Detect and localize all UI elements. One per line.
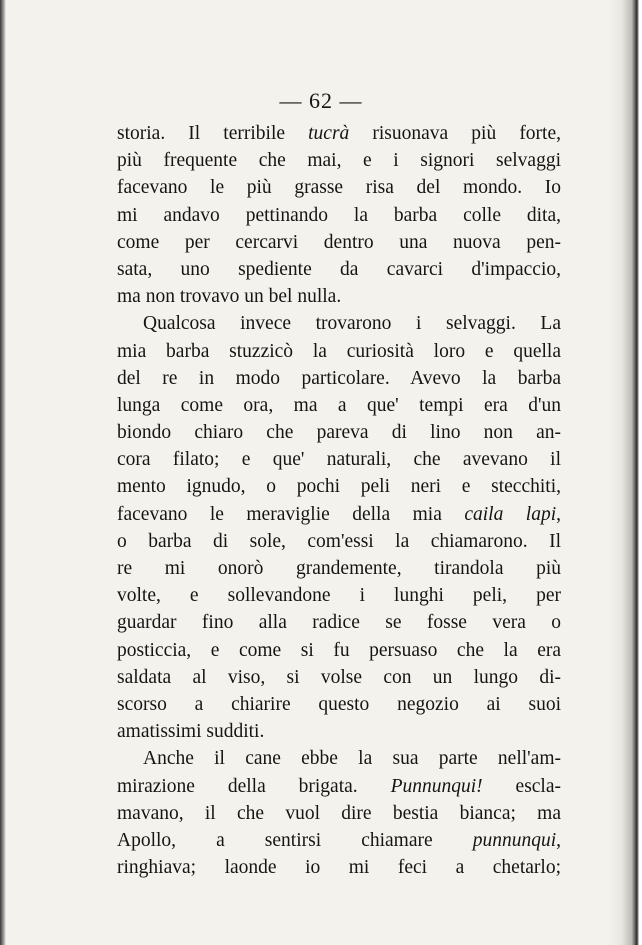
- italic-text: punnunqui: [472, 829, 557, 851]
- text-run: facevano le più grasse risa del mondo. Io: [117, 177, 561, 199]
- text-run: o barba di sole, com'essi la chiamarono. Il: [117, 530, 561, 552]
- text-line: [117, 473, 561, 500]
- text-run: re mi onorò grandemente, tirandola più: [117, 558, 561, 579]
- book-spine-edge: [608, 0, 642, 945]
- text-run: cora filato; e que' naturali, che avevano il: [117, 449, 561, 471]
- text-line: [117, 365, 561, 392]
- text-run: mavano, il che vuol dire bestia bianca; ma: [117, 802, 561, 824]
- text-run: risuonava più forte,: [349, 123, 561, 144]
- text-line: [117, 854, 561, 881]
- text-line: [117, 446, 561, 473]
- text-line: [117, 555, 561, 582]
- body-text: [117, 120, 561, 881]
- text-line: [117, 800, 561, 827]
- italic-text: Punnunqui!: [390, 775, 483, 797]
- text-run: Qualcosa invece trovarono i selvaggi. La: [143, 313, 561, 335]
- text-run: biondo chiaro che pareva di lino non an-: [117, 422, 561, 444]
- text-line: [117, 419, 561, 446]
- text-line: [117, 637, 561, 664]
- text-run: ,: [556, 503, 562, 525]
- text-run: escla-: [482, 775, 562, 797]
- text-run: posticcia, e come si fu persuaso che la era: [117, 639, 561, 661]
- text-line: [117, 827, 561, 854]
- text-run: mento ignudo, o pochi peli neri e stecchiti,: [117, 476, 561, 498]
- text-run: sata, uno spediente da cavarci d'impaccio,: [117, 258, 561, 280]
- text-run: lunga come ora, ma a que' tempi era d'un: [117, 394, 561, 416]
- text-run: ma non trovavo un bel nulla.: [117, 286, 342, 308]
- text-line: [117, 664, 561, 691]
- text-line: [117, 501, 561, 528]
- text-run: ringhiava; laonde io mi feci a chetarlo;: [117, 857, 561, 879]
- text-line: [117, 229, 561, 256]
- page-number: — 62 —: [279, 88, 363, 113]
- text-run: come per cercarvi dentro una nuova pen-: [117, 231, 561, 253]
- text-run: amatissimi sudditi.: [117, 721, 265, 743]
- text-run: mirazione della brigata.: [117, 775, 391, 797]
- text-line: [117, 609, 561, 636]
- text-line: [117, 174, 561, 201]
- text-line: [117, 392, 561, 419]
- text-run: facevano le meraviglie della mia: [117, 503, 465, 525]
- text-run: del re in modo particolare. Avevo la barba: [117, 367, 561, 389]
- text-line: [117, 582, 561, 609]
- text-line: [117, 718, 561, 745]
- text-line: [117, 528, 561, 555]
- text-run: saldata al viso, si volse con un lungo di-: [117, 666, 561, 688]
- text-run: ,: [556, 829, 561, 851]
- page-left-shadow: [0, 0, 6, 945]
- text-line: [117, 202, 561, 229]
- text-run: guardar fino alla radice se fosse vera o: [117, 612, 561, 634]
- text-line: [117, 256, 561, 283]
- text-line: [117, 120, 561, 147]
- text-line: [117, 283, 561, 310]
- text-line: [117, 310, 561, 337]
- text-line: [117, 338, 561, 365]
- text-line: [117, 691, 561, 718]
- text-run: volte, e sollevandone i lunghi peli, per: [117, 585, 561, 607]
- italic-text: caila lapi: [464, 503, 557, 525]
- text-run: mi andavo pettinando la barba colle dita,: [117, 204, 561, 226]
- text-run: scorso a chiarire questo negozio ai suoi: [117, 693, 561, 715]
- text-run: storia. Il terribile: [117, 123, 309, 144]
- text-line: [117, 147, 561, 174]
- text-line: [117, 773, 561, 800]
- text-run: mia barba stuzzicò la curiosità loro e quella: [117, 340, 561, 362]
- text-run: Apollo, a sentirsi chiamare: [117, 829, 473, 851]
- text-line: [117, 745, 561, 772]
- italic-text: tucrà: [308, 123, 350, 144]
- text-run: Anche il cane ebbe la sua parte nell'am-: [143, 748, 561, 770]
- text-run: più frequente che mai, e i signori selvaggi: [117, 150, 561, 172]
